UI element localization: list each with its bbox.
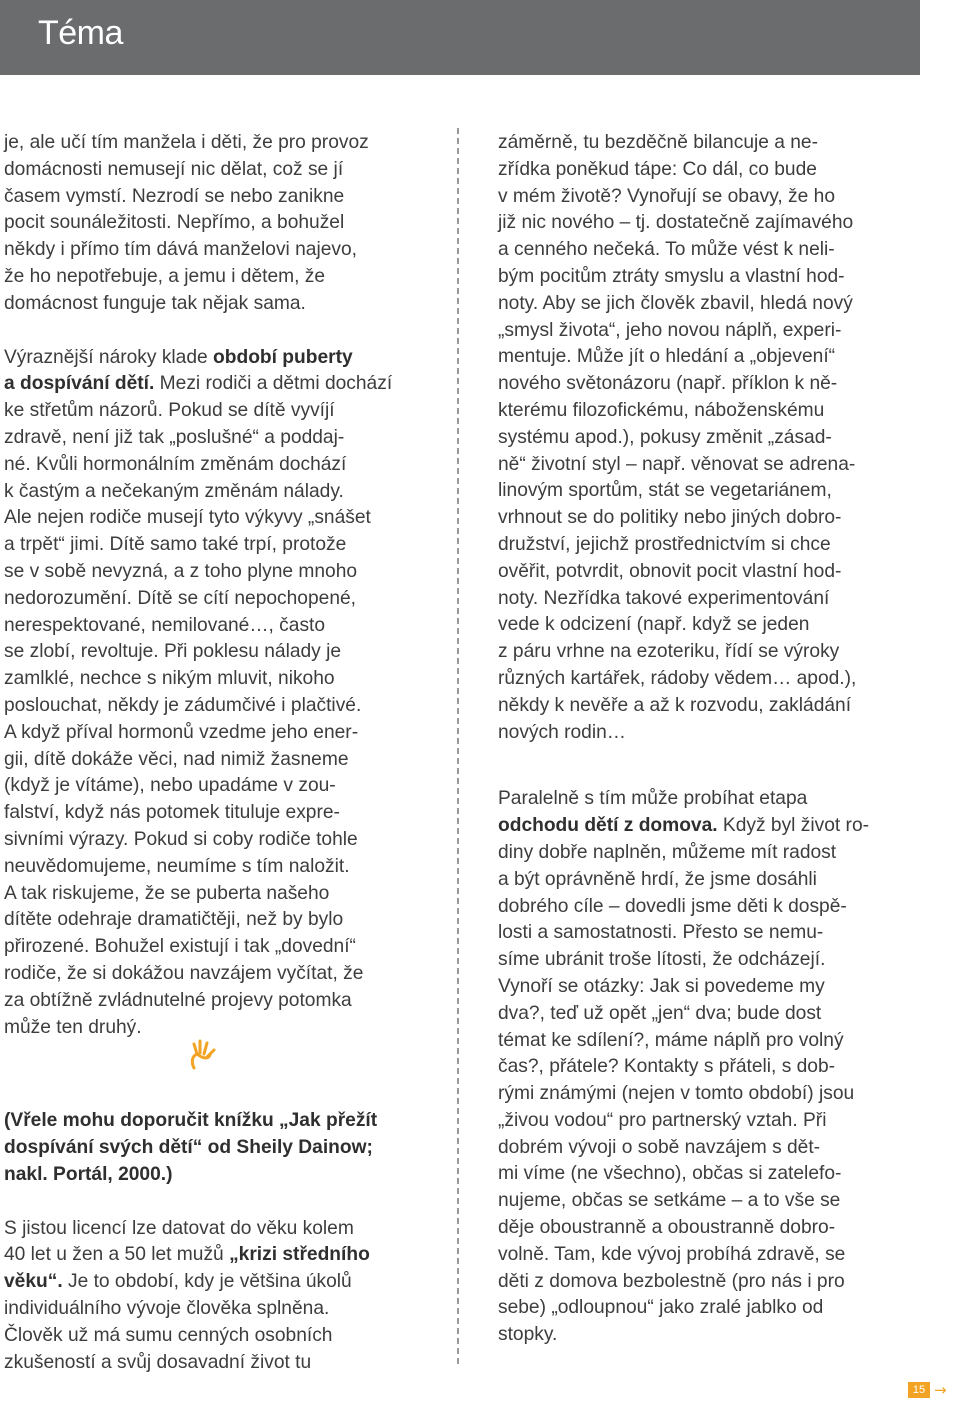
text-line: Ale nejen rodiče musejí tyto výkyvy „snášet bbox=[4, 507, 371, 529]
text-line: S jistou licencí lze datovat do věku kolem bbox=[4, 1217, 354, 1239]
text-line: zkušeností a svůj dosavadní život tu bbox=[4, 1351, 312, 1373]
text-line: „živou vodou“ pro partnerský vztah. Při bbox=[498, 1109, 827, 1131]
text-line: je, ale učí tím manžela i děti, že pro provoz bbox=[4, 132, 369, 153]
text-line: někdy i přímo tím dává manželovi najevo, bbox=[4, 239, 358, 261]
book-recommendation bbox=[4, 1108, 432, 1188]
text-line: dobrém vývoji o sobě navzájem s dět- bbox=[498, 1136, 821, 1158]
text-line: kterému filozofickému, náboženskému bbox=[498, 399, 825, 421]
highlight-term: věku“. bbox=[4, 1271, 63, 1293]
text-span: Je to období, kdy je většina úkolů bbox=[62, 1271, 352, 1293]
text-line: né. Kvůli hormonálním změnám dochází bbox=[4, 453, 347, 475]
text-line: ke střetům názorů. Pokud se dítě vyvíjí bbox=[4, 400, 335, 422]
text-line: nedorozumění. Dítě se cítí nepochopené, bbox=[4, 587, 356, 609]
text-line: zamlklé, nechce s nikým mluvit, nikoho bbox=[4, 668, 335, 690]
paragraph-puberty bbox=[4, 345, 432, 1042]
text-line: domácnosti nemusejí nic dělat, což se jí bbox=[4, 158, 344, 180]
text-line: Vynoří se otázky: Jak si povedeme my bbox=[498, 975, 825, 997]
text-line: se v sobě nevyzná, a z toho plyne mnoho bbox=[4, 560, 358, 582]
text-line bbox=[4, 345, 432, 372]
text-line: síme ubránit troše lítosti, že odcházejí. bbox=[498, 949, 826, 971]
text-line: nakl. Portál, 2000.) bbox=[4, 1163, 173, 1185]
text-line: za obtížně zvládnutelné projevy potomka bbox=[4, 989, 352, 1011]
text-line: vede k odcizení (např. když se jeden bbox=[498, 614, 810, 636]
text-line: a cenného nečeká. To může vést k neli- bbox=[498, 239, 835, 261]
text-line: různých kartářek, rádoby vědem… apod.), bbox=[498, 667, 857, 689]
text-line bbox=[4, 1242, 432, 1269]
text-line: falství, když nás potomek tituluje expre- bbox=[4, 802, 340, 824]
text-line: a trpět“ jimi. Dítě samo také trpí, protože bbox=[4, 534, 347, 556]
hand-icon bbox=[188, 1038, 218, 1072]
text-line: bým pocitům ztráty smyslu a vlastní hod- bbox=[498, 265, 845, 287]
text-line: zdravě, není již tak „poslušné“ a poddaj- bbox=[4, 426, 345, 448]
text-line: sivními výrazy. Pokud si coby rodiče tohle bbox=[4, 828, 358, 850]
text-line: individuálního vývoje člověka splněna. bbox=[4, 1298, 330, 1320]
section-title: Téma bbox=[38, 14, 123, 52]
text-line: diny dobře naplněn, můžeme mít radost bbox=[498, 841, 837, 863]
text-line: časem vymstí. Nezrodí se nebo zanikne bbox=[4, 185, 345, 207]
text-line: mi víme (ne všechno), občas si zatelefo- bbox=[498, 1163, 842, 1185]
text-span: Když byl život ro- bbox=[717, 815, 870, 837]
text-line: dítěte odehraje dramatičtěji, než by bylo bbox=[4, 909, 344, 931]
text-line: losti a samostatnosti. Přesto se nemu- bbox=[498, 922, 824, 944]
text-line: čas?, přátele? Kontakty s přáteli, s dob- bbox=[498, 1056, 836, 1078]
text-line: neuvědomujeme, neumíme s tím naložit. bbox=[4, 855, 350, 877]
column-divider bbox=[457, 128, 459, 1364]
text-line: linovým sportům, stát se vegetariánem, bbox=[498, 480, 832, 502]
text-line: rými známými (nejen v tomto období) jsou bbox=[498, 1083, 855, 1105]
text-line: a být oprávněně hrdí, že jsme dosáhli bbox=[498, 868, 817, 890]
section-header bbox=[0, 0, 920, 75]
text-line: ověřit, potvrdit, obnovit pocit vlastní hod- bbox=[498, 560, 842, 582]
arrow-right-icon[interactable]: → bbox=[934, 1381, 947, 1399]
text-line: Paralelně s tím může probíhat etapa bbox=[498, 788, 808, 810]
text-line: družství, jejichž prostřednictvím si chce bbox=[498, 533, 831, 555]
text-line: ně“ životní styl – např. věnovat se adrena- bbox=[498, 453, 856, 475]
text-line: k častým a nečekaným změnám nálady. bbox=[4, 480, 344, 502]
text-line: (když je vítáme), nebo upadáme v zou- bbox=[4, 775, 336, 797]
text-line: záměrně, tu bezděčně bilancuje a ne- bbox=[498, 132, 818, 153]
text-span: Výraznější nároky klade bbox=[4, 346, 214, 368]
text-line: nujeme, občas se setkáme – a to vše se bbox=[498, 1190, 841, 1212]
text-line: gii, dítě dokáže věci, nad nimiž žasneme bbox=[4, 748, 349, 770]
text-line: volně. Tam, kde vývoj probíhá zdravě, se bbox=[498, 1243, 846, 1265]
text-line: se zlobí, revoltuje. Při poklesu nálady je bbox=[4, 641, 342, 663]
text-line: nového světonázoru (např. příklon k ně- bbox=[498, 373, 838, 395]
text-line: dobrého cíle – dovedli jsme děti k dospě- bbox=[498, 895, 847, 917]
text-line: z páru vrhne na ezoteriku, řídí se výroky bbox=[498, 641, 840, 663]
text-line bbox=[4, 1269, 432, 1296]
paragraph-household bbox=[4, 130, 432, 318]
highlight-term: „krizi středního bbox=[229, 1244, 370, 1266]
text-line: A když příval hormonů vzedme jeho ener- bbox=[4, 721, 359, 743]
text-line: poslouchat, někdy je zádumčivé i plačtivé. bbox=[4, 694, 362, 716]
text-line: dva?, teď už opět „jen“ dva; bude dost bbox=[498, 1002, 822, 1024]
paragraph-leaving-home bbox=[498, 786, 928, 1349]
text-span: Mezi rodiči a dětmi dochází bbox=[154, 373, 393, 395]
paragraph-midlife bbox=[4, 1216, 432, 1377]
text-line: nových rodin… bbox=[498, 721, 626, 743]
text-line: vrhnout se do politiky nebo jiných dobro- bbox=[498, 507, 842, 529]
text-span: 40 let u žen a 50 let mužů bbox=[4, 1244, 230, 1266]
page-number: 15 bbox=[908, 1382, 930, 1398]
text-line bbox=[498, 813, 928, 840]
text-line: stopky. bbox=[498, 1324, 558, 1346]
text-line: noty. Aby se jich člověk zbavil, hledá nový bbox=[498, 292, 853, 314]
text-line: v mém životě? Vynořují se obavy, že ho bbox=[498, 185, 835, 207]
paragraph-midlife-continued bbox=[498, 130, 928, 746]
text-line: dospívání svých dětí“ od Sheily Dainow; bbox=[4, 1137, 373, 1159]
text-line: (Vřele mohu doporučit knížku „Jak přežít bbox=[4, 1110, 378, 1132]
text-line: přirozené. Bohužel existují i tak „dovední“ bbox=[4, 936, 356, 958]
text-line: nerespektované, nemilované…, často bbox=[4, 614, 326, 636]
text-line: mentuje. Může jít o hledání a „objevení“ bbox=[498, 346, 836, 368]
right-column bbox=[498, 130, 928, 1349]
text-line: může ten druhý. bbox=[4, 1016, 142, 1038]
text-line: témat ke sdílení?, máme náplň pro volný bbox=[498, 1029, 844, 1051]
left-column bbox=[4, 130, 432, 1376]
text-line: systému apod.), pokusy změnit „zásad- bbox=[498, 426, 832, 448]
text-line: domácnost funguje tak nějak sama. bbox=[4, 292, 306, 314]
text-line: děje oboustranně a oboustranně dobro- bbox=[498, 1217, 836, 1239]
text-line: Člověk už má sumu cenných osobních bbox=[4, 1324, 333, 1346]
text-line: děti z domova bezbolestně (pro nás i pro bbox=[498, 1270, 845, 1292]
text-line: již nic nového – tj. dostatečně zajímavého bbox=[498, 212, 854, 234]
text-line: sebe) „odloupnou“ jako zralé jablko od bbox=[498, 1297, 824, 1319]
text-line bbox=[4, 371, 432, 398]
text-line: někdy k nevěře a až k rozvodu, zakládání bbox=[498, 694, 852, 716]
text-line: A tak riskujeme, že se puberta našeho bbox=[4, 882, 330, 904]
text-line: noty. Nezřídka takové experimentování bbox=[498, 587, 830, 609]
highlight-term: odchodu dětí z domova. bbox=[498, 815, 718, 837]
text-line: rodiče, že si dokážou navzájem vyčítat, že bbox=[4, 962, 364, 984]
text-line: pocit sounáležitosti. Nepřímo, a bohužel bbox=[4, 212, 345, 234]
text-line: zřídka poněkud tápe: Co dál, co bude bbox=[498, 158, 817, 180]
text-line: že ho nepotřebuje, a jemu i dětem, že bbox=[4, 265, 326, 287]
highlight-term: a dospívání dětí. bbox=[4, 373, 155, 395]
text-line: „smysl života“, jeho novou náplň, experi- bbox=[498, 319, 842, 341]
highlight-term: období puberty bbox=[213, 346, 353, 368]
